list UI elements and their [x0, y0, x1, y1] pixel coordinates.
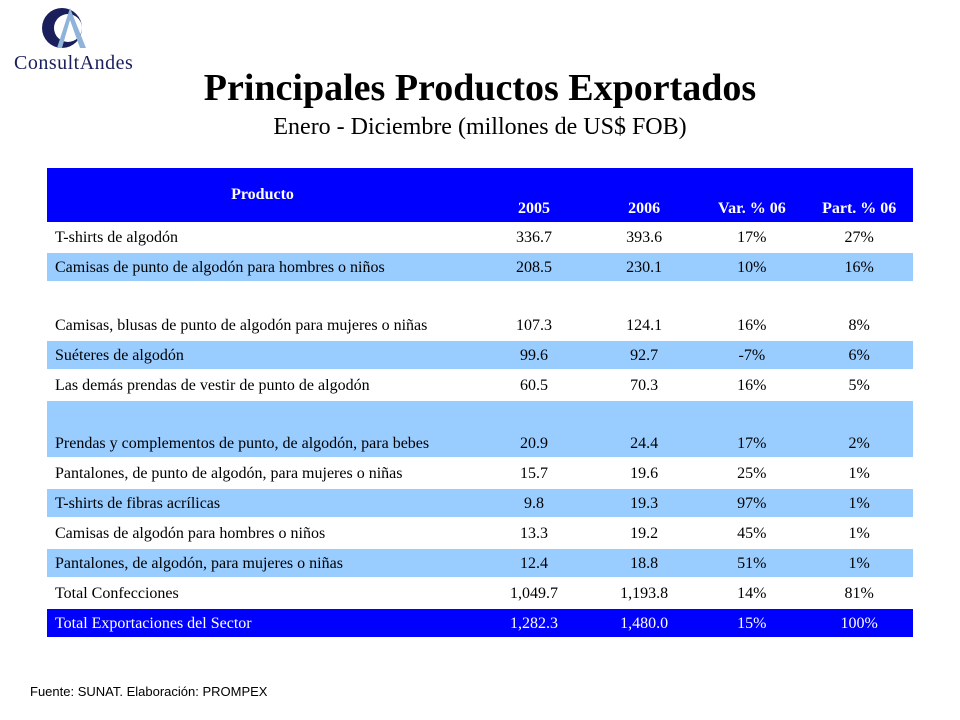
cell-2005: 12.4	[478, 548, 590, 578]
cell-2005: 13.3	[478, 518, 590, 548]
cell-var: 16%	[698, 370, 805, 400]
cell-var: -7%	[698, 340, 805, 370]
cell-part: 2%	[805, 400, 913, 458]
cell-2005: 208.5	[478, 252, 590, 282]
consultandes-logo	[14, 4, 134, 74]
cell-part: 8%	[805, 282, 913, 340]
cell-var: 17%	[698, 222, 805, 252]
cell-2006: 19.2	[590, 518, 698, 548]
exports-table	[47, 168, 913, 639]
cell-2006: 92.7	[590, 340, 698, 370]
cell-var: 16%	[698, 282, 805, 340]
cell-product: T-shirts de algodón	[47, 222, 478, 252]
cell-part: 6%	[805, 340, 913, 370]
cell-2006: 70.3	[590, 370, 698, 400]
table-row	[47, 252, 913, 282]
table-row	[47, 548, 913, 578]
table-row	[47, 458, 913, 488]
table-row-total-sector	[47, 608, 913, 638]
cell-part: 16%	[805, 252, 913, 282]
header-2005: 2005	[478, 168, 590, 222]
cell-product: Pantalones, de algodón, para mujeres o niñas	[47, 548, 478, 578]
table-row	[47, 518, 913, 548]
cell-part: 5%	[805, 370, 913, 400]
table-row	[47, 488, 913, 518]
cell-2005: 1,282.3	[478, 608, 590, 638]
cell-2005: 99.6	[478, 340, 590, 370]
cell-2005: 60.5	[478, 370, 590, 400]
cell-part: 100%	[805, 608, 913, 638]
cell-var: 10%	[698, 252, 805, 282]
cell-2006: 393.6	[590, 222, 698, 252]
cell-part: 1%	[805, 518, 913, 548]
cell-part: 81%	[805, 578, 913, 608]
table-row	[47, 400, 913, 458]
cell-var: 51%	[698, 548, 805, 578]
page-subtitle: Enero - Diciembre (millones de US$ FOB)	[273, 114, 687, 140]
logo-text: ConsultAndes	[14, 52, 134, 74]
cell-product: Total Exportaciones del Sector	[47, 608, 478, 638]
cell-product: Camisas de algodón para hombres o niños	[47, 518, 478, 548]
source-note: Fuente: SUNAT. Elaboración: PROMPEX	[30, 684, 268, 699]
cell-product: Prendas y complementos de punto, de algodón, para bebes	[47, 400, 478, 458]
cell-product: Las demás prendas de vestir de punto de algodón	[47, 370, 478, 400]
cell-var: 14%	[698, 578, 805, 608]
cell-part: 1%	[805, 488, 913, 518]
header-2006: 2006	[590, 168, 698, 222]
cell-2006: 24.4	[590, 400, 698, 458]
cell-var: 45%	[698, 518, 805, 548]
table-row-total-confecciones	[47, 578, 913, 608]
logo-mark-icon	[40, 4, 104, 52]
cell-var: 25%	[698, 458, 805, 488]
cell-product: Pantalones, de punto de algodón, para mujeres o niñas	[47, 458, 478, 488]
cell-2006: 19.3	[590, 488, 698, 518]
cell-part: 1%	[805, 458, 913, 488]
cell-2006: 18.8	[590, 548, 698, 578]
cell-2006: 1,193.8	[590, 578, 698, 608]
cell-2005: 15.7	[478, 458, 590, 488]
table-row	[47, 282, 913, 340]
table-row	[47, 370, 913, 400]
cell-2006: 19.6	[590, 458, 698, 488]
cell-part: 1%	[805, 548, 913, 578]
cell-product: Camisas, blusas de punto de algodón para mujeres o niñas	[47, 282, 478, 340]
table-row	[47, 222, 913, 252]
cell-2005: 9.8	[478, 488, 590, 518]
cell-2006: 1,480.0	[590, 608, 698, 638]
page-title: Principales Productos Exportados	[203, 67, 757, 109]
cell-var: 17%	[698, 400, 805, 458]
cell-2005: 20.9	[478, 400, 590, 458]
cell-var: 15%	[698, 608, 805, 638]
cell-2005: 336.7	[478, 222, 590, 252]
cell-2006: 124.1	[590, 282, 698, 340]
header-var: Var. % 06	[698, 168, 805, 222]
header-product: Producto	[47, 168, 478, 222]
cell-product: Total Confecciones	[47, 578, 478, 608]
table-row	[47, 340, 913, 370]
cell-product: Suéteres de algodón	[47, 340, 478, 370]
cell-part: 27%	[805, 222, 913, 252]
cell-2005: 1,049.7	[478, 578, 590, 608]
cell-product: Camisas de punto de algodón para hombres o niños	[47, 252, 478, 282]
cell-var: 97%	[698, 488, 805, 518]
table-header-row	[47, 168, 913, 222]
cell-2005: 107.3	[478, 282, 590, 340]
cell-product: T-shirts de fibras acrílicas	[47, 488, 478, 518]
cell-2006: 230.1	[590, 252, 698, 282]
header-part: Part. % 06	[805, 168, 913, 222]
